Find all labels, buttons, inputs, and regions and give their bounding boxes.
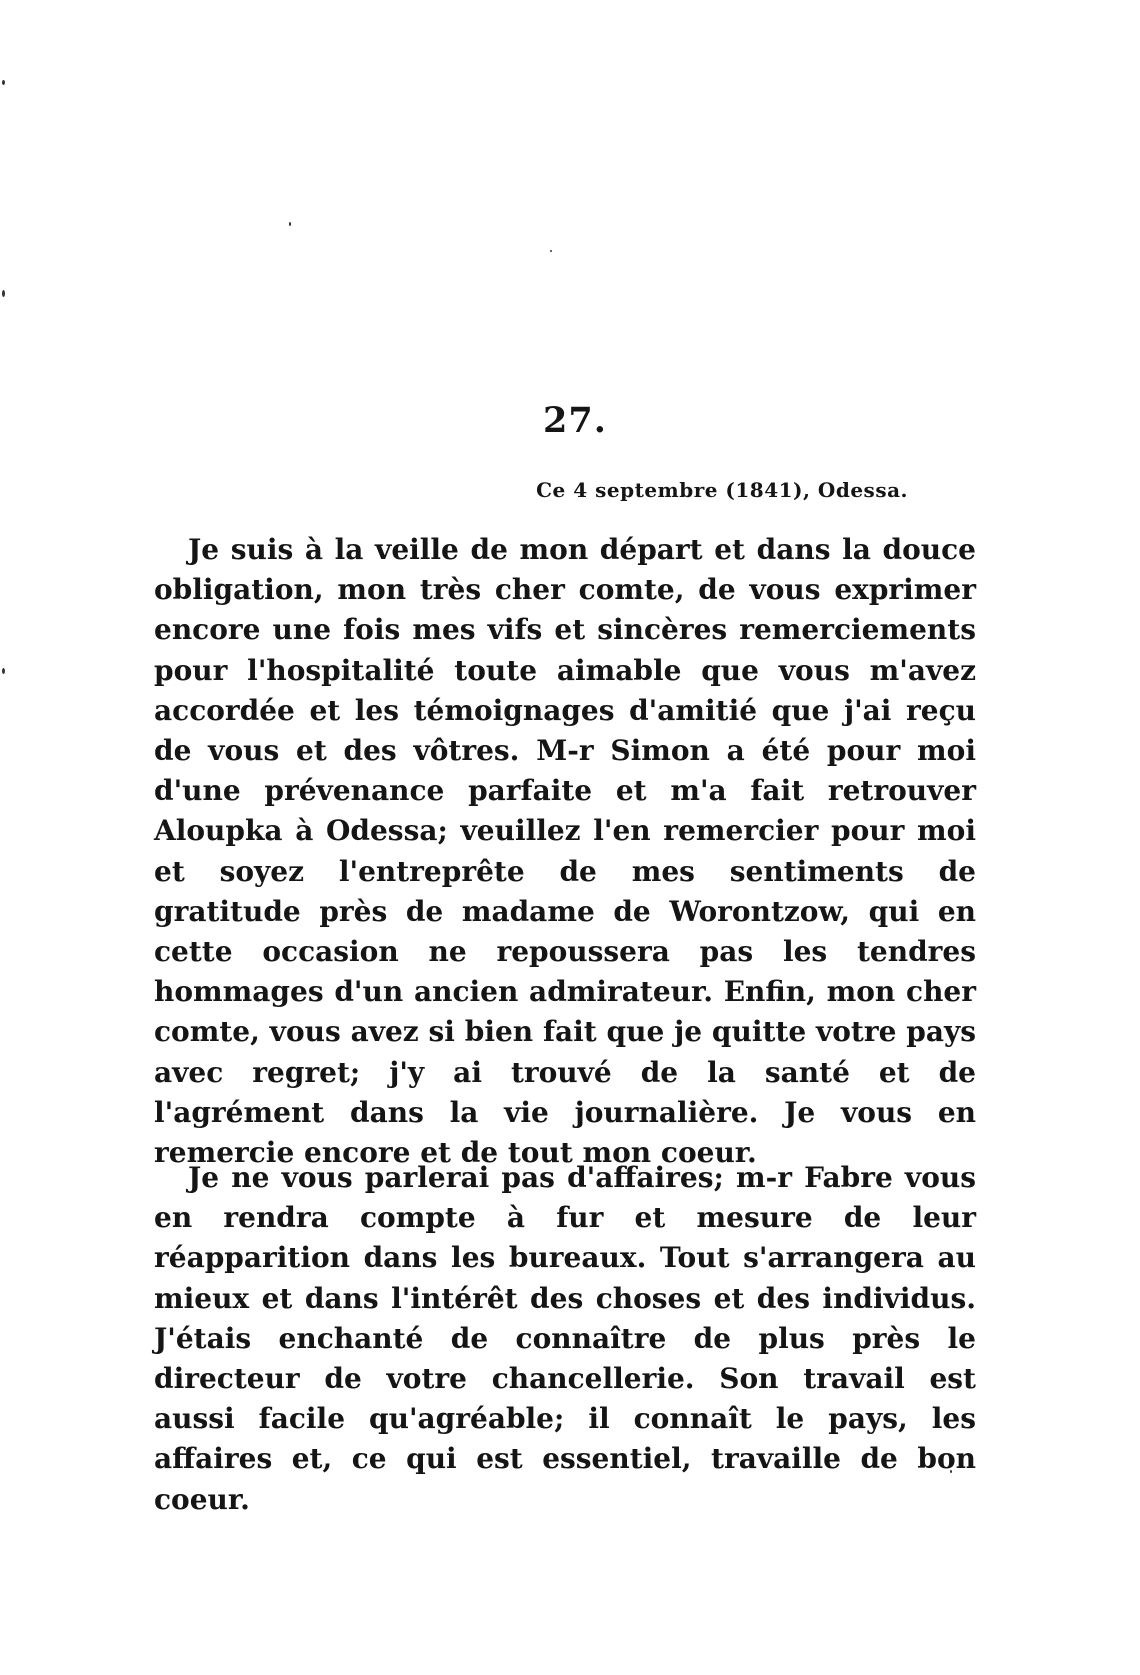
dateline: Ce 4 septembre (1841), Odessa. [536,478,908,502]
margin-speck [550,250,552,252]
paragraph-2: Je ne vous parlerai pas d'affaires; m-r Fabre vous en rendra compte à fur et mesure de leur réapparition dans les bureaux. Tout s'arrangera au mieux et dans l'intérêt des choses et des individus. J'étais enchanté de connaître de plus près le directeur de votre chancellerie. Son travail est aussi facile qu'agréable; il connaît le pays, les affaires et, ce qui est essentiel, travaille de bon coeur. [154,1161,976,1516]
margin-speck [2,80,5,85]
margin-speck [2,290,5,297]
paragraph-1: Je suis à la veille de mon départ et dans la douce obligation, mon très cher comte, de vous exprimer encore une fois mes vifs et sincères remerciements pour l'hospitalité toute aimable que vous m'avez accordée et les témoignages d'amitié que j'ai reçu de vous et des vôtres. M-r Simon a été pour moi d'une prévenance parfaite et m'a fait retrouver Aloupka à Odessa; veuillez l'en remercier pour moi et soyez l'entreprête de mes sentiments de gratitude près de madame de Worontzow, qui en cette occasion ne repoussera pas les tendres hommages d'un ancien admirateur. Enfin, mon cher comte, vous avez si bien fait que je quitte votre pays avec regret; j'y ai trouvé de la santé et de l'agrément dans la vie journalière. Je vous en remercie encore et de tout mon coeur. [154,533,976,1170]
letter-number: 27. [543,400,607,441]
margin-speck [2,668,5,674]
margin-speck [289,222,291,226]
